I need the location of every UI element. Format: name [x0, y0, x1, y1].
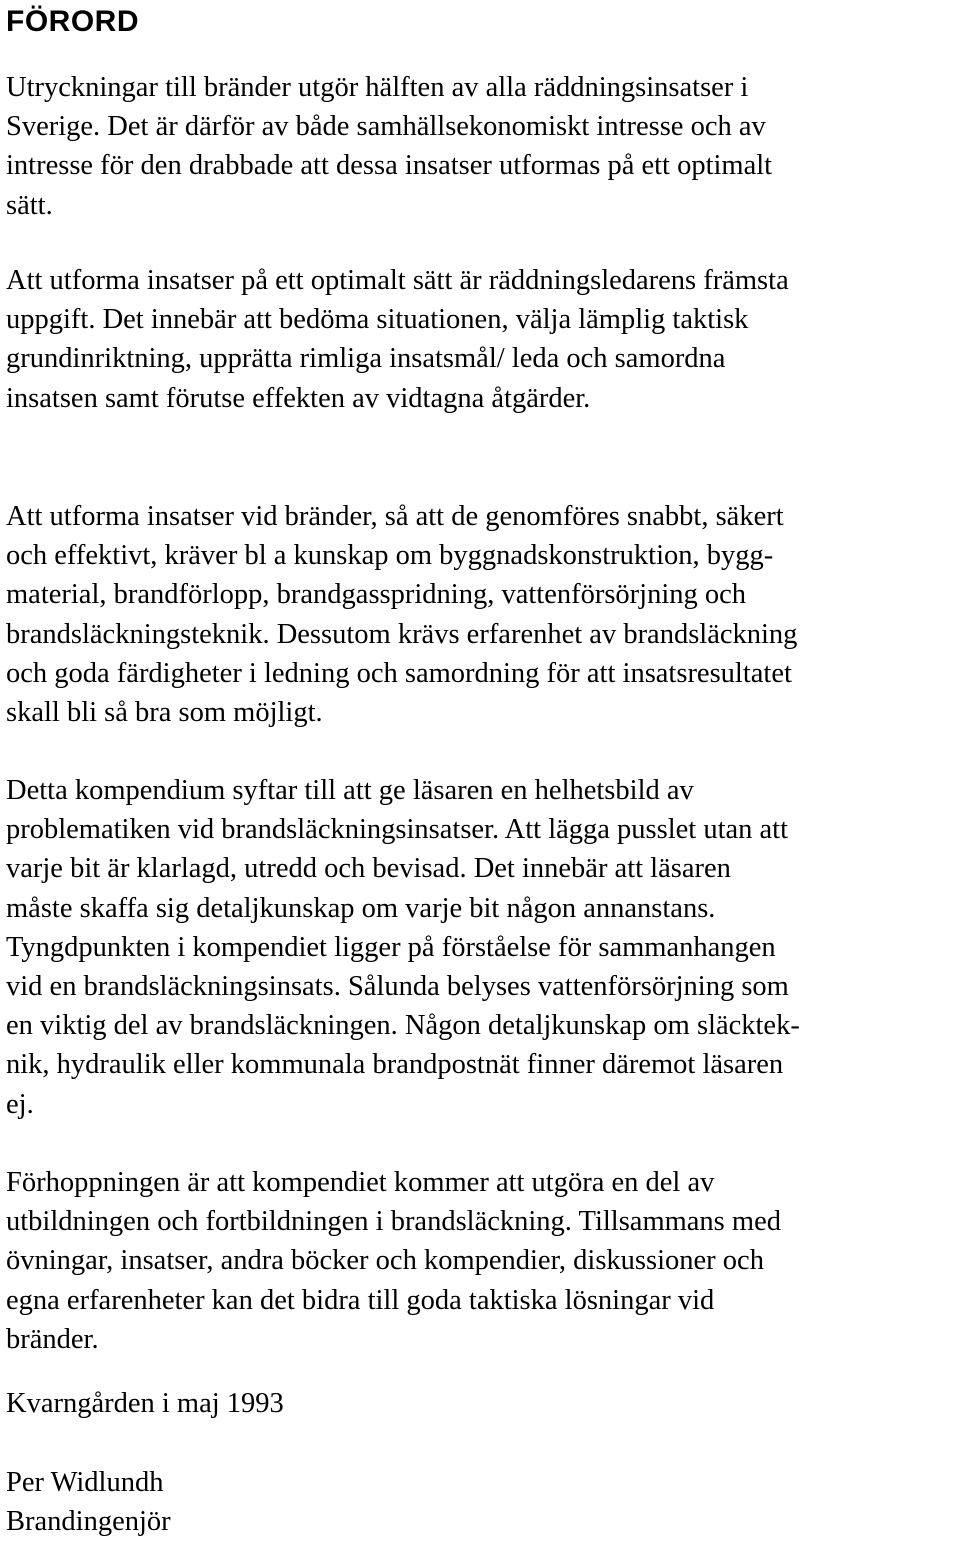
- text-line: grundinriktning, upprätta rimliga insatsmål/ leda och samordna: [6, 343, 726, 375]
- signer-title: Brandingenjör: [6, 1506, 171, 1537]
- text-line: vid en brandsläckningsinsats. Sålunda belyses vattenförsörjning som: [6, 971, 789, 1003]
- text-line: uppgift. Det innebär att bedöma situationen, välja lämplig taktisk: [6, 304, 749, 336]
- text-line: och effektivt, kräver bl a kunskap om byggnadskonstruktion, bygg-: [6, 540, 774, 572]
- text-line: insatsen samt förutse effekten av vidtagna åtgärder.: [6, 382, 591, 414]
- paragraph-2: [6, 261, 956, 418]
- text-line: Att utforma insatser på ett optimalt sätt är räddningsledarens främsta: [6, 265, 789, 296]
- text-line: varje bit är klarlagd, utredd och bevisad. Det innebär att läsaren: [6, 853, 731, 885]
- page-heading: FÖRORD: [6, 5, 139, 38]
- text-line: Förhoppningen är att kompendiet kommer att utgöra en del av: [6, 1167, 715, 1198]
- signer-name: Per Widlundh: [6, 1467, 164, 1498]
- paragraph-1: [6, 68, 956, 225]
- text-line: Att utforma insatser vid bränder, så att de genomföres snabbt, säkert: [6, 501, 784, 532]
- text-line: bränder.: [6, 1323, 99, 1355]
- text-line: övningar, insatser, andra böcker och kompendier, diskussioner och: [6, 1245, 764, 1277]
- paragraph-5: [6, 1163, 956, 1359]
- text-line: material, brandförlopp, brandgasspridning, vattenförsörjning och: [6, 579, 747, 611]
- text-line: problematiken vid brandsläckningsinsatser. Att lägga pusslet utan att: [6, 814, 789, 846]
- text-line: Sverige. Det är därför av både samhällsekonomiskt intresse och av: [6, 111, 766, 143]
- text-line: egna erfarenheter kan det bidra till goda taktiska lösningar vid: [6, 1284, 715, 1316]
- paragraph-4: [6, 771, 956, 1124]
- text-line: måste skaffa sig detaljkunskap om varje bit någon annanstans.: [6, 892, 716, 924]
- text-line: Utryckningar till bränder utgör hälften av alla räddningsinsatser i: [6, 72, 749, 103]
- text-line: intresse för den drabbade att dessa insatser utformas på ett optimalt: [6, 150, 773, 182]
- text-line: skall bli så bra som möjligt.: [6, 697, 323, 729]
- text-line: utbildningen och fortbildningen i brandsläckning. Tillsammans med: [6, 1206, 781, 1238]
- text-line: brandsläckningsteknik. Dessutom krävs erfarenhet av brandsläckning: [6, 618, 798, 650]
- text-line: Tyngdpunkten i kompendiet ligger på förståelse för sammanhangen: [6, 931, 776, 963]
- paragraph-3: [6, 497, 956, 732]
- text-line: nik, hydraulik eller kommunala brandpostnät finner däremot läsaren: [6, 1049, 784, 1081]
- text-line: och goda färdigheter i ledning och samordning för att insatsresultatet: [6, 657, 792, 689]
- text-line: Detta kompendium syftar till att ge läsaren en helhetsbild av: [6, 775, 694, 806]
- text-line: ej.: [6, 1088, 34, 1120]
- text-line: en viktig del av brandsläckningen. Någon detaljkunskap om släcktek-: [6, 1010, 800, 1042]
- place-date: Kvarngården i maj 1993: [6, 1388, 284, 1419]
- text-line: sätt.: [6, 189, 53, 221]
